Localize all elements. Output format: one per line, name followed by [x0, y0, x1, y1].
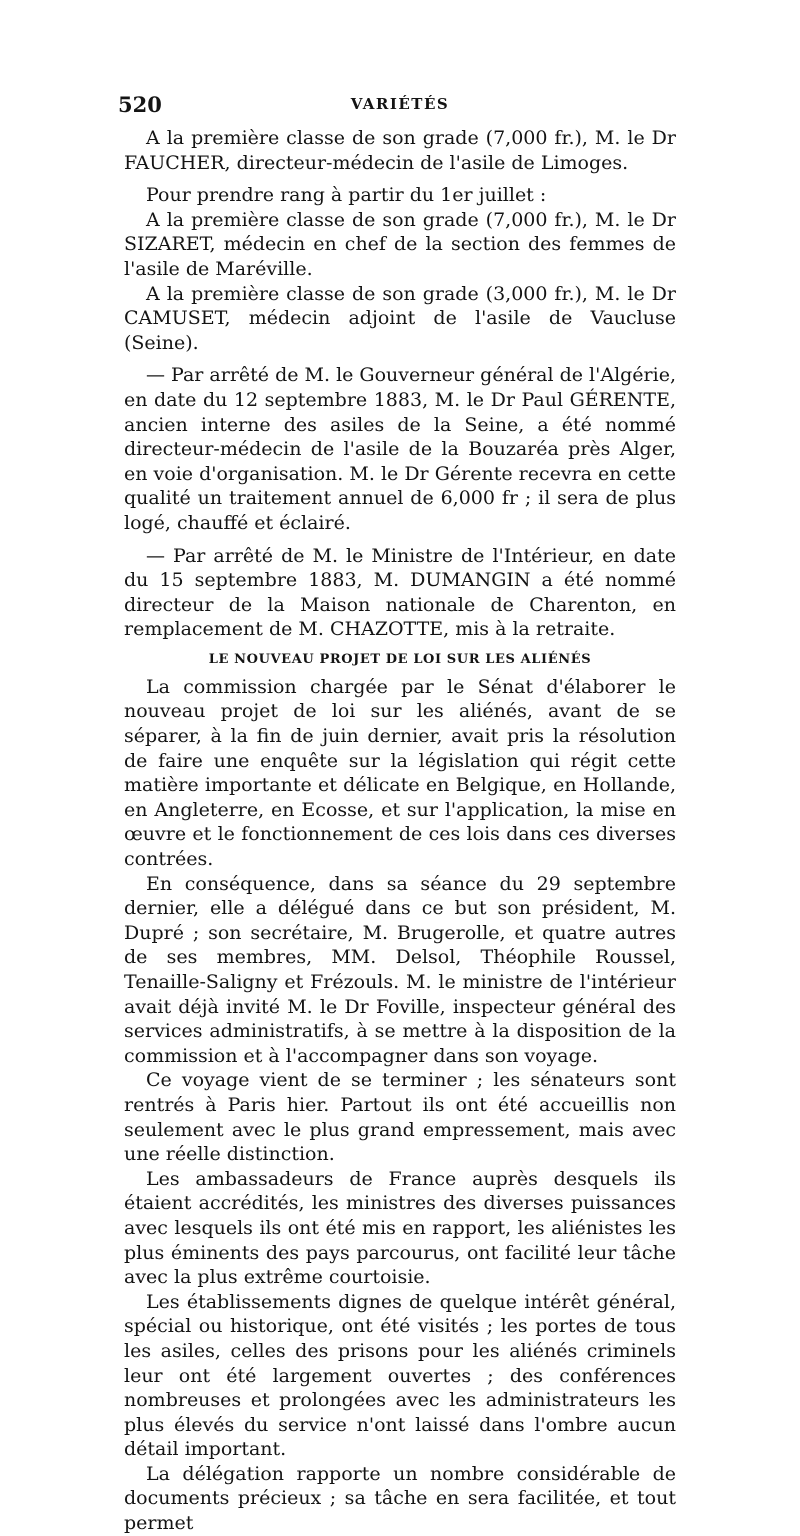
page-header	[118, 92, 676, 122]
page-number: 520	[118, 92, 162, 117]
paragraph: Les ambassadeurs de France auprès desquels ils étaient accrédités, les ministres des diverses puissances avec lesquels ils ont été mis en rapport, les aliénistes les plus éminents des pays parcourus, ont facilité leur tâche avec la plus extrême courtoisie.	[124, 1167, 676, 1289]
paragraph: A la première classe de son grade (7,000 fr.), M. le Dr SIZARET, médecin en chef de la section des femmes de l'asile de Maréville.	[124, 208, 676, 280]
paragraph: Pour prendre rang à partir du 1er juillet :	[146, 184, 547, 207]
paragraph: La commission chargée par le Sénat d'élaborer le nouveau projet de loi sur les aliénés, avant de se séparer, à la fin de juin dernier, avait pris la résolution de faire une enquête sur la législation qui régit cette matière importante et délicate en Belgique, en Hollande, en Angleterre, en Ecosse, et sur l'application, la mise en œuvre et le fonctionnement de ces lois dans ces diverses contrées.	[124, 675, 676, 871]
paragraph: Les établissements dignes de quelque intérêt général, spécial ou historique, ont été visités ; les portes de tous les asiles, celles des prisons pour les aliénés criminels leur ont été largement ouvertes ; des conférences nombreuses et prolongées avec les administrateurs les plus élevés du service n'ont laissé dans l'ombre aucun détail important.	[124, 1290, 676, 1461]
paragraph: En conséquence, dans sa séance du 29 septembre dernier, elle a délégué dans ce but son président, M. Dupré ; son secrétaire, M. Brugerolle, et quatre autres de ses membres, MM. Delsol, Théophile Roussel, Tenaille-Saligny et Frézouls. M. le ministre de l'intérieur avait déjà invité M. le Dr Foville, inspecteur général des services administratifs, à se mettre à la disposition de la commission et à l'accompagner dans son voyage.	[124, 872, 676, 1067]
running-title: VARIÉTÉS	[350, 95, 450, 113]
paragraph: A la première classe de son grade (3,000 fr.), M. le Dr CAMUSET, médecin adjoint de l'asile de Vaucluse (Seine).	[124, 282, 676, 354]
paragraph: Ce voyage vient de se terminer ; les sénateurs sont rentrés à Paris hier. Partout ils ont été accueillis non seulement avec le plus grand empressement, mais avec une réelle distinction.	[124, 1069, 676, 1166]
paragraph: — Par arrêté de M. le Ministre de l'Intérieur, en date du 15 septembre 1883, M. DUMANGIN a été nommé directeur de la Maison nationale de Charenton, en remplacement de M. CHAZOTTE, mis à la retraite.	[124, 544, 676, 641]
paragraph: — Par arrêté de M. le Gouverneur général de l'Algérie, en date du 12 septembre 1883, M. le Dr Paul GÉRENTE, ancien interne des asiles de la Seine, a été nommé directeur-médecin de l'asile de la Bouzaréa près Alger, en voie d'organisation. M. le Dr Gérente recevra en cette qualité un traitement annuel de 6,000 fr ; il sera de plus logé, chauffé et éclairé.	[124, 364, 676, 534]
paragraph: La délégation rapporte un nombre considérable de documents précieux ; sa tâche en sera facilitée, et tout permet	[124, 1462, 676, 1535]
paragraph: A la première classe de son grade (7,000 fr.), M. le Dr FAUCHER, directeur-médecin de l'asile de Limoges.	[124, 127, 676, 174]
section-title: LE NOUVEAU PROJET DE LOI SUR LES ALIÉNÉS	[208, 651, 592, 667]
section-body	[124, 675, 676, 1536]
appointments-block	[124, 126, 676, 642]
